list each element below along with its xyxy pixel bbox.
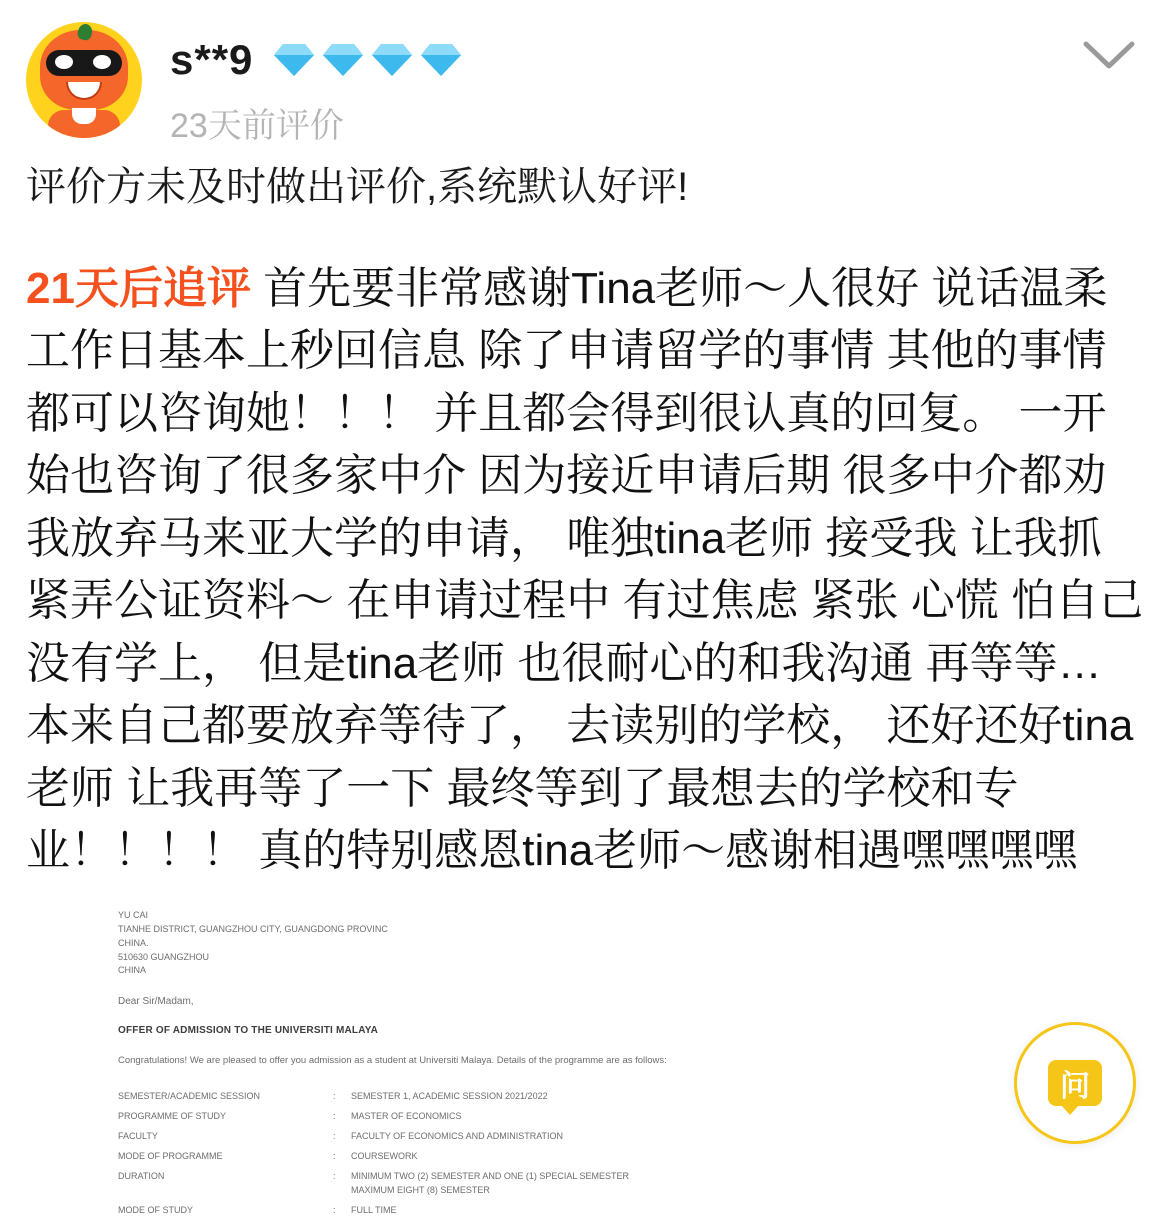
field-key: MODE OF STUDY xyxy=(118,1204,194,1215)
field-value xyxy=(351,1167,678,1201)
avatar-collar xyxy=(72,108,96,124)
field-key: SEMESTER/ACADEMIC SESSION xyxy=(118,1091,261,1102)
append-content: 首先要非常感谢Tina老师～人很好 说话温柔 工作日基本上秒回信息 除了申请留学的事情 其他的事情都可以咨询她！！！ 并且都会得到很认真的回复。 一开始也咨询了很多家中介 因为接近申请后期 很多中介都劝我放弃马来亚大学的申请， 唯独tina老师 接受我 让我抓紧弄公证资料～ 在申请过程中 有过焦虑 紧张 心慌 怕自己没有学上， 但是tina老师 也很耐心的和我沟通 再等等…本来自己都要放弃等待了， 去读别的学校， 还好还好tina老师 让我再等了一下 最终等到了最想去的学校和专业！！！！ 真的特别感恩tina老师～感谢相遇嘿嘿嘿嘿 xyxy=(26,264,1144,876)
field-colon: : xyxy=(333,1091,336,1102)
review-time: 23天前评价 xyxy=(170,107,344,145)
field-colon: : xyxy=(333,1150,336,1161)
review-header xyxy=(0,0,1170,145)
field-value-line: MINIMUM TWO (2) SEMESTER AND ONE (1) SPECIAL SEMESTER xyxy=(351,1170,630,1181)
field-colon: : xyxy=(333,1111,336,1122)
field-key: DURATION xyxy=(118,1170,165,1181)
offer-address xyxy=(118,909,678,979)
diamond-icon xyxy=(273,42,315,78)
level-badges xyxy=(273,42,462,78)
field-value: FACULTY OF ECONOMICS AND ADMINISTRATION xyxy=(351,1130,564,1141)
avatar-eye-left xyxy=(55,55,73,69)
field-colon: : xyxy=(333,1170,336,1181)
offer-letter-content xyxy=(118,909,678,1221)
table-row xyxy=(118,1167,678,1201)
address-line: 510630 GUANGZHOU xyxy=(118,951,210,962)
ask-button-label: 问 xyxy=(1060,1070,1090,1103)
field-colon: : xyxy=(333,1204,336,1215)
chat-bubble-icon xyxy=(1048,1060,1102,1106)
avatar[interactable] xyxy=(26,22,142,138)
diamond-icon xyxy=(322,42,364,78)
offer-details-table xyxy=(118,1087,678,1221)
diamond-icon xyxy=(420,42,462,78)
table-row xyxy=(118,1107,678,1127)
diamond-icon xyxy=(371,42,413,78)
address-line: TIANHE DISTRICT, GUANGZHOU CITY, GUANGDONG PROVINC xyxy=(118,923,388,934)
table-row xyxy=(118,1147,678,1167)
chevron-down-icon[interactable] xyxy=(1082,38,1136,72)
header-text xyxy=(170,22,462,147)
append-label: 21天后追评 xyxy=(26,264,251,313)
offer-letter-image[interactable] xyxy=(118,909,678,1221)
avatar-eye-right xyxy=(93,55,111,69)
field-key: MODE OF PROGRAMME xyxy=(118,1150,223,1161)
field-value-line: MAXIMUM EIGHT (8) SEMESTER xyxy=(351,1184,490,1195)
field-value: FULL TIME xyxy=(351,1204,397,1215)
review-body xyxy=(0,160,1170,1221)
address-line: YU CAI xyxy=(118,909,149,920)
field-colon: : xyxy=(333,1130,336,1141)
offer-congrats: Congratulations! We are pleased to offer you admission as a student at Universiti Malaya. Details of the programme are as follows: xyxy=(118,1055,667,1067)
append-review-text xyxy=(26,258,1144,883)
offer-salutation: Dear Sir/Madam, xyxy=(118,996,194,1008)
default-comment-text: 评价方未及时做出评价,系统默认好评! xyxy=(26,165,689,209)
field-key: PROGRAMME OF STUDY xyxy=(118,1111,227,1122)
address-line: CHINA xyxy=(118,965,147,976)
offer-subject: OFFER OF ADMISSION TO THE UNIVERSITI MALAYA xyxy=(118,1024,379,1036)
ask-button[interactable] xyxy=(1014,1022,1136,1144)
field-value: SEMESTER 1, ACADEMIC SESSION 2021/2022 xyxy=(351,1091,548,1102)
field-value: MASTER OF ECONOMICS xyxy=(351,1111,462,1122)
address-line: CHINA. xyxy=(118,937,149,948)
table-row xyxy=(118,1201,678,1221)
table-row xyxy=(118,1127,678,1147)
field-value: COURSEWORK xyxy=(351,1150,418,1161)
table-row xyxy=(118,1087,678,1107)
field-key: FACULTY xyxy=(118,1130,158,1141)
name-row xyxy=(170,36,462,84)
user-name: s**9 xyxy=(170,36,254,83)
